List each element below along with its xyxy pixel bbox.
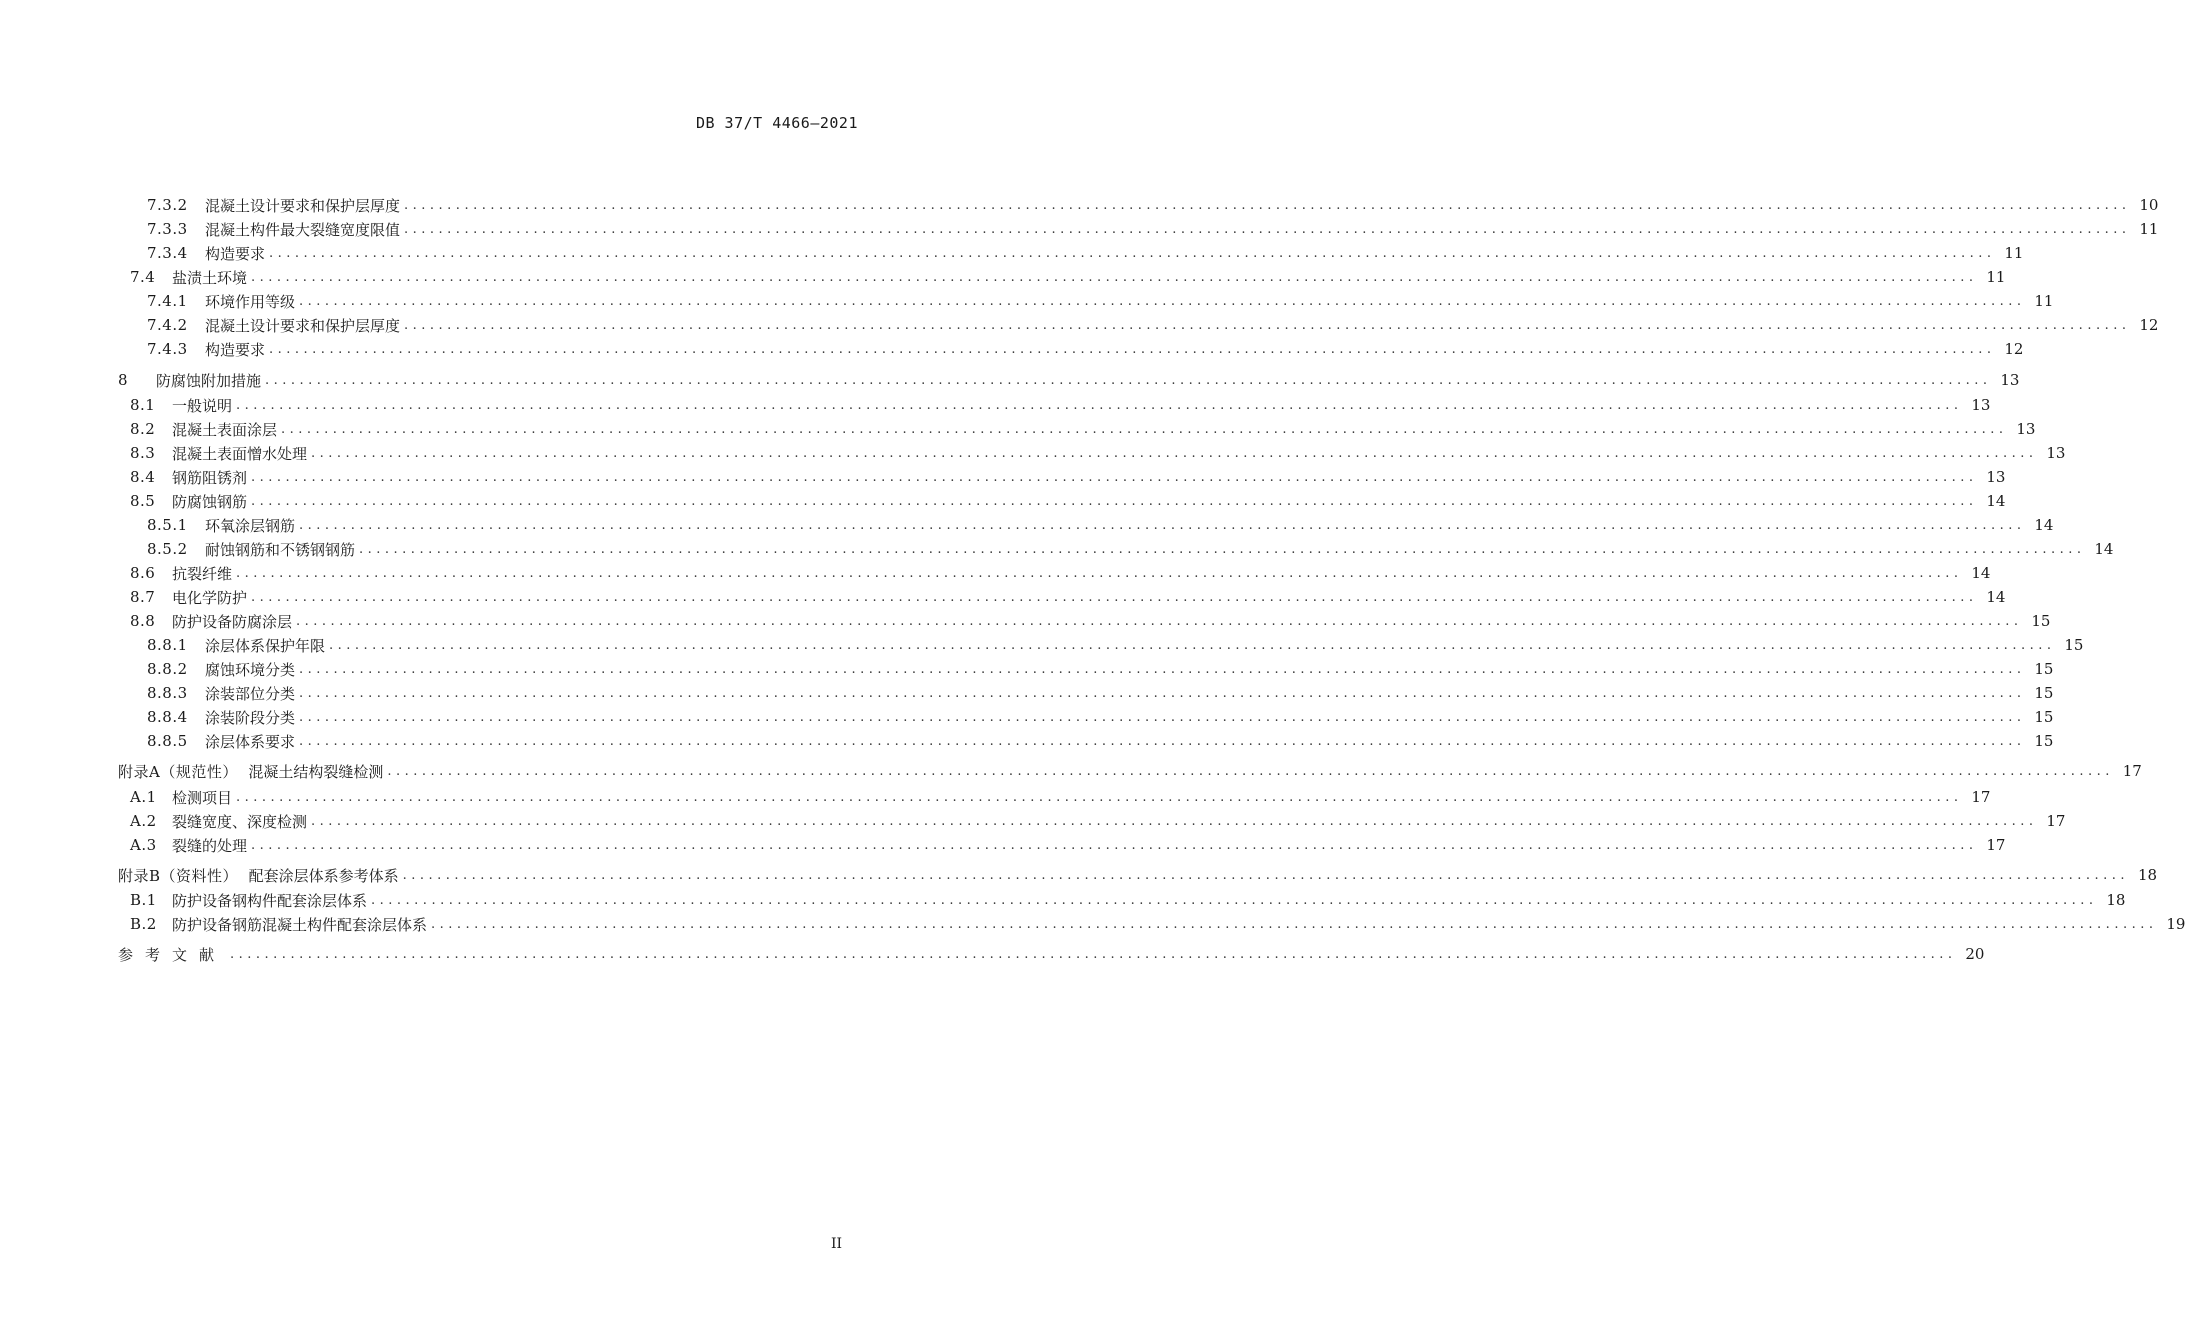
toc-dot-leader: ........................................................................................................................................................................................................ [269, 341, 1996, 357]
toc-dot-leader: ........................................................................................................................................................................................................ [404, 221, 2131, 237]
toc-entry[interactable] [147, 338, 2024, 360]
toc-dot-leader: ........................................................................................................................................................................................................ [236, 789, 1963, 805]
toc-dot-leader: ........................................................................................................................................................................................................ [251, 837, 1978, 853]
toc-dot-leader: ........................................................................................................................................................................................................ [299, 517, 2026, 533]
toc-entry-title: 涂层体系要求 [205, 732, 296, 751]
toc-entry-number: 附录B（资料性） [118, 866, 249, 885]
toc-entry[interactable] [147, 314, 2159, 336]
toc-dot-leader: ........................................................................................................................................................................................................ [371, 892, 2098, 908]
toc-entry[interactable] [147, 242, 2024, 264]
toc-dot-leader: ........................................................................................................................................................................................................ [387, 763, 2114, 779]
toc-entry-page: 11 [2034, 292, 2054, 310]
toc-entry-page: 15 [2064, 636, 2084, 654]
toc-entry-title: 环境作用等级 [205, 292, 296, 311]
toc-entry-title: 混凝土结构裂缝检测 [248, 762, 384, 781]
toc-entry-page: 10 [2139, 196, 2159, 214]
toc-dot-leader: ........................................................................................................................................................................................................ [299, 709, 2026, 725]
toc-entry-title: 混凝土设计要求和保护层厚度 [205, 316, 401, 335]
toc-entry[interactable] [147, 290, 2054, 312]
toc-entry-number: A.3 [130, 836, 157, 854]
toc-entry[interactable] [147, 730, 2054, 752]
toc-entry-title: 防护设备防腐涂层 [172, 612, 293, 631]
toc-entry-number: 8.8.3 [147, 684, 188, 702]
toc-entry-title: 耐蚀钢筋和不锈钢钢筋 [205, 540, 356, 559]
toc-entry[interactable] [130, 834, 2006, 856]
toc-entry-title: 一般说明 [172, 396, 233, 415]
toc-entry[interactable] [118, 760, 2142, 782]
toc-entry[interactable] [147, 194, 2159, 216]
toc-entry-number: 8 [118, 371, 129, 389]
toc-dot-leader: ........................................................................................................................................................................................................ [329, 637, 2056, 653]
toc-entry-title: 防护设备钢构件配套涂层体系 [172, 891, 368, 910]
toc-entry-number: 8.3 [130, 444, 156, 462]
toc-entry-number: 8.6 [130, 564, 156, 582]
toc-entry-title: 盐渍土环境 [172, 268, 248, 287]
toc-entry[interactable] [147, 682, 2054, 704]
toc-dot-leader: ........................................................................................................................................................................................................ [299, 685, 2026, 701]
toc-entry-title: 构造要求 [205, 244, 266, 263]
toc-entry-page: 11 [2139, 220, 2159, 238]
toc-dot-leader: ........................................................................................................................................................................................................ [299, 293, 2026, 309]
toc-entry-number: 8.5 [130, 492, 156, 510]
toc-dot-leader: ........................................................................................................................................................................................................ [281, 421, 2008, 437]
toc-dot-leader: ........................................................................................................................................................................................................ [251, 469, 1978, 485]
toc-entry-title: 涂层体系保护年限 [205, 636, 326, 655]
toc-entry-number: 7.4.3 [147, 340, 188, 358]
toc-entry-title: 环氧涂层钢筋 [205, 516, 296, 535]
toc-dot-leader: ........................................................................................................................................................................................................ [230, 946, 1957, 962]
toc-dot-leader: ........................................................................................................................................................................................................ [296, 613, 2023, 629]
toc-entry-title: 检测项目 [172, 788, 233, 807]
toc-entry[interactable] [130, 442, 2066, 464]
toc-entry-title: 防腐蚀附加措施 [156, 371, 262, 390]
document-code: DB 37/T 4466—2021 [695, 114, 858, 132]
toc-entry[interactable] [130, 610, 2051, 632]
toc-entry-page: 17 [1971, 788, 1991, 806]
toc-entry-number: 附录A（规范性） [118, 762, 249, 781]
toc-entry-number: 7.3.3 [147, 220, 188, 238]
toc-entry-title: 钢筋阻锈剂 [172, 468, 248, 487]
toc-entry-number: 8.8 [130, 612, 156, 630]
toc-entry-page: 14 [1986, 492, 2006, 510]
toc-entry-page: 19 [2166, 915, 2185, 933]
toc-entry[interactable] [147, 658, 2054, 680]
toc-entry-title: 混凝土表面涂层 [172, 420, 278, 439]
toc-entry-page: 15 [2034, 732, 2054, 750]
toc-entry[interactable] [147, 514, 2054, 536]
toc-dot-leader: ........................................................................................................................................................................................................ [431, 916, 2158, 932]
toc-entry-number: 8.5.1 [147, 516, 188, 534]
toc-entry-title: 抗裂纤维 [172, 564, 233, 583]
toc-entry-page: 13 [2000, 371, 2020, 389]
toc-entry-page: 14 [2034, 516, 2054, 534]
toc-entry[interactable] [130, 889, 2126, 911]
toc-entry-title: 配套涂层体系参考体系 [248, 866, 399, 885]
toc-dot-leader: ........................................................................................................................................................................................................ [402, 867, 2130, 883]
toc-entry-title: 涂装阶段分类 [205, 708, 296, 727]
toc-entry[interactable] [130, 394, 1991, 416]
toc-entry-page: 13 [2046, 444, 2066, 462]
toc-entry[interactable] [130, 266, 2006, 288]
toc-entry-number: 7.3.4 [147, 244, 188, 262]
toc-entry[interactable] [130, 418, 2036, 440]
toc-entry-number: B.1 [130, 891, 157, 909]
toc-entry-page: 13 [2016, 420, 2036, 438]
toc-entry-number: 8.8.1 [147, 636, 188, 654]
toc-entry[interactable] [130, 913, 2185, 935]
toc-entry-page: 12 [2004, 340, 2024, 358]
toc-entry-page: 15 [2034, 660, 2054, 678]
toc-entry[interactable] [118, 864, 2158, 886]
toc-dot-leader: ........................................................................................................................................................................................................ [404, 197, 2131, 213]
toc-entry-title: 涂装部位分类 [205, 684, 296, 703]
toc-dot-leader: ........................................................................................................................................................................................................ [251, 589, 1978, 605]
toc-entry-number: 7.4 [130, 268, 156, 286]
toc-entry[interactable] [130, 562, 1991, 584]
toc-entry[interactable] [130, 466, 2006, 488]
toc-entry-page: 11 [2004, 244, 2024, 262]
toc-dot-leader: ........................................................................................................................................................................................................ [236, 565, 1963, 581]
toc-entry-page: 13 [1971, 396, 1991, 414]
toc-dot-leader: ........................................................................................................................................................................................................ [251, 269, 1978, 285]
toc-dot-leader: ........................................................................................................................................................................................................ [359, 541, 2086, 557]
toc-entry-number: 7.4.1 [147, 292, 188, 310]
toc-entry-number: 8.5.2 [147, 540, 188, 558]
toc-entry[interactable] [130, 490, 2006, 512]
toc-entry-page: 18 [2137, 866, 2158, 884]
toc-entry-page: 17 [2122, 762, 2142, 780]
toc-entry-page: 17 [2046, 812, 2066, 830]
toc-entry-number: 8.7 [130, 588, 156, 606]
toc-entry-number: 7.4.2 [147, 316, 188, 334]
toc-entry-title: 防护设备钢筋混凝土构件配套涂层体系 [172, 915, 428, 934]
toc-entry-number: 8.2 [130, 420, 156, 438]
toc-entry[interactable] [147, 706, 2054, 728]
toc-entry-page: 14 [1986, 588, 2006, 606]
toc-entry-number: A.1 [130, 788, 157, 806]
toc-entry-title: 参考文献 [118, 945, 227, 964]
toc-entry-page: 18 [2106, 891, 2126, 909]
toc-entry-number: 8.8.2 [147, 660, 188, 678]
toc-entry-page: 11 [1986, 268, 2006, 286]
toc-entry-number: 8.4 [130, 468, 156, 486]
toc-dot-leader: ........................................................................................................................................................................................................ [299, 661, 2026, 677]
toc-dot-leader: ........................................................................................................................................................................................................ [404, 317, 2131, 333]
toc-entry[interactable] [130, 786, 1991, 808]
toc-entry-page: 13 [1986, 468, 2006, 486]
toc-dot-leader: ........................................................................................................................................................................................................ [236, 397, 1963, 413]
toc-entry[interactable] [118, 943, 1985, 965]
toc-entry-number: B.2 [130, 915, 157, 933]
toc-entry[interactable] [130, 810, 2066, 832]
toc-entry-title: 腐蚀环境分类 [205, 660, 296, 679]
toc-entry[interactable] [118, 369, 2020, 391]
toc-entry-number: A.2 [130, 812, 157, 830]
toc-entry-title: 混凝土构件最大裂缝宽度限值 [205, 220, 401, 239]
toc-entry-title: 电化学防护 [172, 588, 248, 607]
toc-entry-title: 裂缝宽度、深度检测 [172, 812, 308, 831]
toc-entry-number: 8.8.5 [147, 732, 188, 750]
toc-entry-title: 防腐蚀钢筋 [172, 492, 248, 511]
toc-entry[interactable] [147, 634, 2084, 656]
toc-entry-page: 20 [1965, 945, 1985, 963]
toc-entry-number: 7.3.2 [147, 196, 188, 214]
toc-dot-leader: ........................................................................................................................................................................................................ [269, 245, 1996, 261]
toc-dot-leader: ........................................................................................................................................................................................................ [311, 813, 2038, 829]
toc-entry-title: 构造要求 [205, 340, 266, 359]
toc-entry-title: 裂缝的处理 [172, 836, 248, 855]
toc-entry-page: 15 [2034, 684, 2054, 702]
toc-dot-leader: ........................................................................................................................................................................................................ [251, 493, 1978, 509]
toc-entry[interactable] [147, 218, 2159, 240]
toc-entry-page: 14 [2094, 540, 2114, 558]
toc-entry-page: 17 [1986, 836, 2006, 854]
toc-entry-number: 8.8.4 [147, 708, 188, 726]
toc-entry-page: 14 [1971, 564, 1991, 582]
toc-dot-leader: ........................................................................................................................................................................................................ [311, 445, 2038, 461]
page-number: II [830, 1236, 842, 1252]
toc-entry[interactable] [130, 586, 2006, 608]
toc-entry-page: 15 [2034, 708, 2054, 726]
toc-entry-title: 混凝土表面憎水处理 [172, 444, 308, 463]
toc-entry-number: 8.1 [130, 396, 156, 414]
toc-entry[interactable] [147, 538, 2114, 560]
toc-entry-title: 混凝土设计要求和保护层厚度 [205, 196, 401, 215]
toc-dot-leader: ........................................................................................................................................................................................................ [265, 372, 1992, 388]
toc-dot-leader: ........................................................................................................................................................................................................ [299, 733, 2026, 749]
toc-entry-page: 12 [2139, 316, 2159, 334]
toc-entry-page: 15 [2031, 612, 2051, 630]
